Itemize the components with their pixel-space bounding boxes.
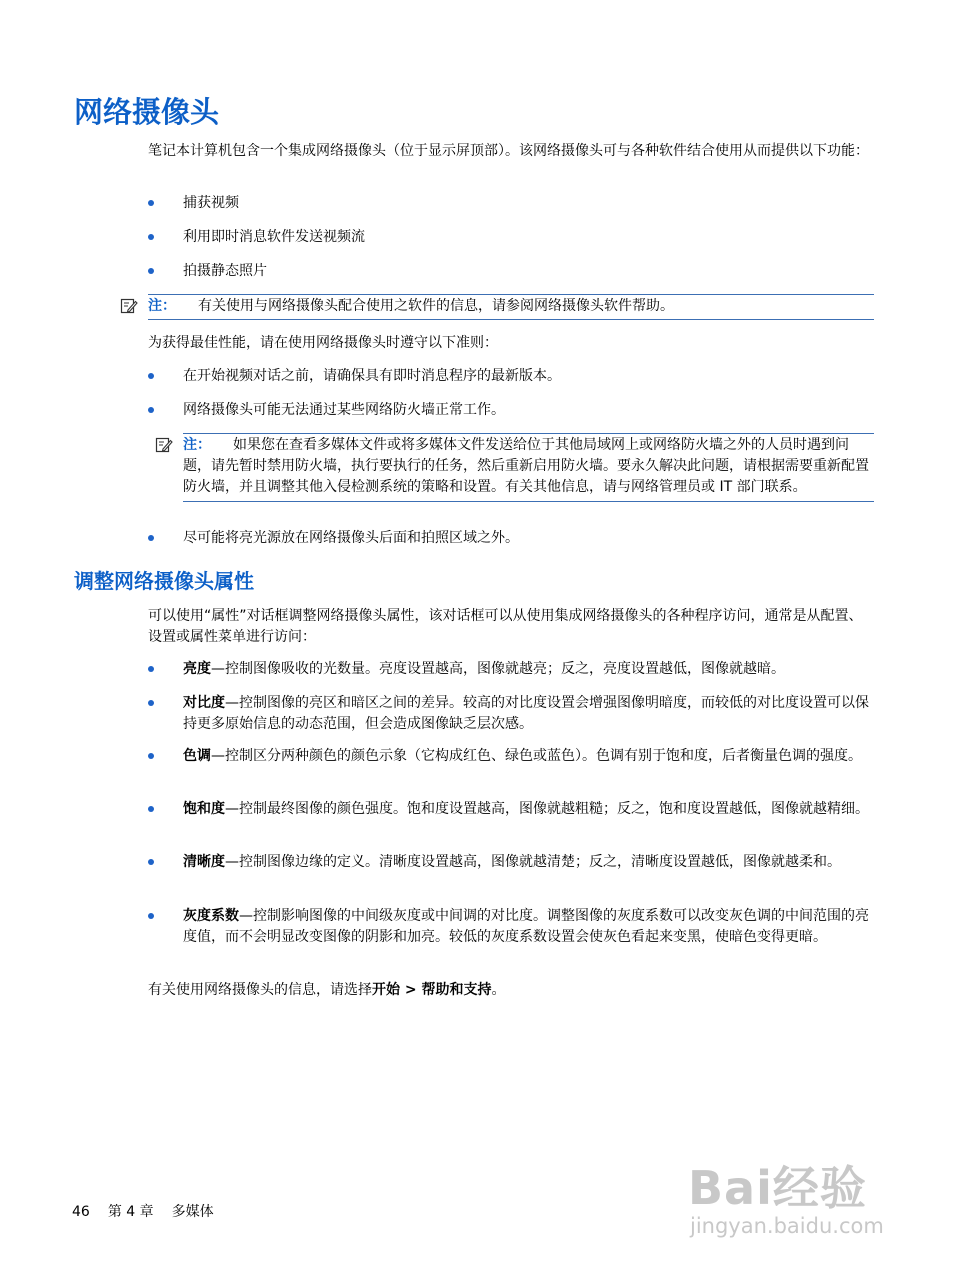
feature-item: 捕获视频 xyxy=(148,193,876,214)
note-box xyxy=(148,294,874,320)
bullet-icon xyxy=(148,234,154,240)
property-desc: —控制图像边缘的定义。清晰度设置越高，图像就越清楚；反之，清晰度设置越低，图像就越柔和。 xyxy=(225,854,841,870)
bullet-icon xyxy=(148,373,154,379)
property-desc: —控制最终图像的颜色强度。饱和度设置越高，图像就越粗糙；反之，饱和度设置越低，图像就越精细。 xyxy=(225,801,869,817)
watermark-brand: Bai经验 xyxy=(688,1161,867,1215)
page-footer xyxy=(72,1202,232,1222)
bullet-icon xyxy=(148,535,154,541)
section-intro: 可以使用“属性”对话框调整网络摄像头属性，该对话框可以从使用集成网络摄像头的各种程序访问，通常是从配置、设置或属性菜单进行访问： xyxy=(148,608,863,645)
property-term: 清晰度 xyxy=(183,854,225,870)
property-item-contrast xyxy=(148,693,876,735)
bullet-icon xyxy=(148,806,154,812)
note-pencil-icon xyxy=(155,436,173,454)
guideline-item: 在开始视频对话之前，请确保具有即时消息程序的最新版本。 xyxy=(148,366,876,387)
closing-paragraph: 有关使用网络摄像头的信息，请选择开始 > 帮助和支持。 xyxy=(148,982,506,998)
guidelines-intro: 为获得最佳性能，请在使用网络摄像头时遵守以下准则： xyxy=(148,335,498,351)
property-item-gamma xyxy=(148,906,876,948)
note-text: 有关使用与网络摄像头配合使用之软件的信息，请参阅网络摄像头软件帮助。 xyxy=(198,298,674,314)
property-desc: —控制图像的亮区和暗区之间的差异。较高的对比度设置会增强图像明暗度，而较低的对比度设置可以保持更多原始信息的动态范围，但会造成图像缺乏层次感。 xyxy=(183,695,869,732)
property-item-sharpness xyxy=(148,852,876,873)
chapter-title: 多媒体 xyxy=(171,1204,214,1220)
page-title: 网络摄像头 xyxy=(74,95,220,129)
note-label: 注： xyxy=(148,298,176,314)
watermark-site: jingyan.baidu.com xyxy=(690,1214,884,1238)
baidu-watermark xyxy=(688,1152,898,1252)
property-term: 灰度系数 xyxy=(183,908,239,924)
note-pencil-icon xyxy=(120,297,138,315)
property-desc: —控制图像吸收的光数量。亮度设置越高，图像就越亮；反之，亮度设置越低，图像就越暗。 xyxy=(211,661,785,677)
bullet-icon xyxy=(148,700,154,706)
note-box-firewall xyxy=(183,433,874,502)
bullet-icon xyxy=(148,407,154,413)
property-item-saturation xyxy=(148,799,876,820)
property-desc: —控制区分两种颜色的颜色示象（它构成红色、绿色或蓝色）。色调有别于饱和度，后者衡量色调的强度。 xyxy=(211,748,862,764)
chapter-label: 第 4 章 xyxy=(107,1204,154,1220)
property-term: 饱和度 xyxy=(183,801,225,817)
note-label: 注： xyxy=(183,437,211,453)
help-path: 开始 > 帮助和支持 xyxy=(372,982,492,998)
intro-paragraph: 笔记本计算机包含一个集成网络摄像头（位于显示屏顶部）。该网络摄像头可与各种软件结合使用从而提供以下功能： xyxy=(148,143,869,159)
bullet-icon xyxy=(148,666,154,672)
feature-item: 利用即时消息软件发送视频流 xyxy=(148,227,876,248)
property-term: 对比度 xyxy=(183,695,225,711)
bullet-icon xyxy=(148,859,154,865)
property-item-brightness xyxy=(148,659,876,680)
page-number: 46 xyxy=(72,1204,90,1220)
note-text: 如果您在查看多媒体文件或将多媒体文件发送给位于其他局域网上或网络防火墙之外的人员时遇到问题，请先暂时禁用防火墙，执行要执行的任务，然后重新启用防火墙。要永久解决此问题，请根据需要重新配置防火墙，并且调整其他入侵检测系统的策略和设置。有关其他信息，请与网络管理员或 IT 部门联系。 xyxy=(183,437,869,495)
section-title: 调整网络摄像头属性 xyxy=(74,569,254,593)
property-term: 亮度 xyxy=(183,661,211,677)
property-term: 色调 xyxy=(183,748,211,764)
guideline-item: 网络摄像头可能无法通过某些网络防火墙正常工作。 xyxy=(148,400,876,421)
bullet-icon xyxy=(148,913,154,919)
property-desc: —控制影响图像的中间级灰度或中间调的对比度。调整图像的灰度系数可以改变灰色调的中间范围的亮度值，而不会明显改变图像的阴影和加亮。较低的灰度系数设置会使灰色看起来变黑，使暗色变得更暗。 xyxy=(183,908,869,945)
bullet-icon xyxy=(148,753,154,759)
bullet-icon xyxy=(148,268,154,274)
feature-item: 拍摄静态照片 xyxy=(148,261,876,282)
guideline-item: 尽可能将亮光源放在网络摄像头后面和拍照区域之外。 xyxy=(148,528,876,549)
property-item-hue xyxy=(148,746,876,767)
bullet-icon xyxy=(148,200,154,206)
